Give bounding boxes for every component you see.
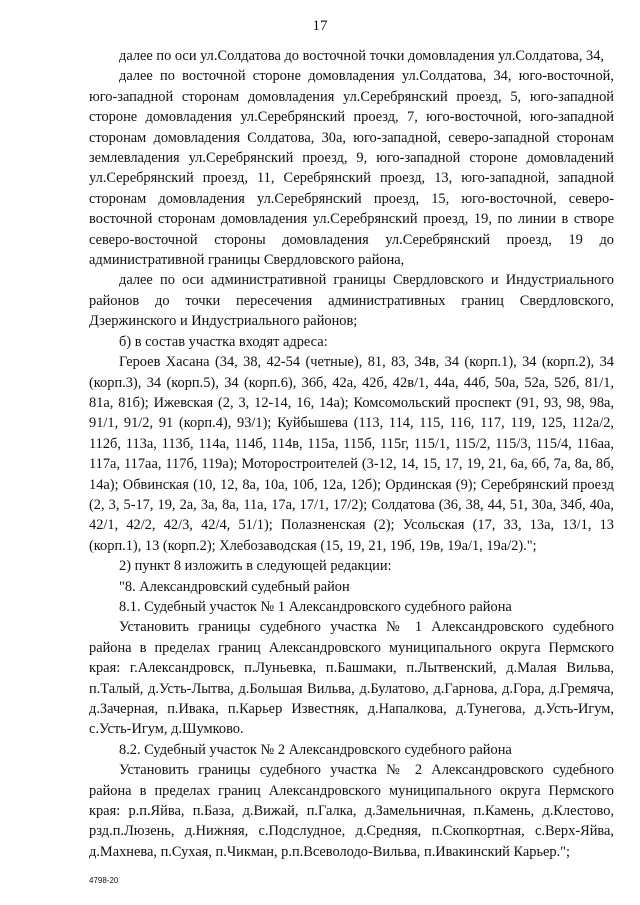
document-code: 4798-20 — [89, 876, 119, 885]
document-body — [89, 46, 614, 862]
paragraph: Установить границы судебного участка № 1 Александровского судебного района в пределах границ Александровского муниципального округа Пермского края: г.Александровск, п.Луньевка, п.Башмаки, п.Лытвенский, д.Малая Вильва, п.Талый, д.Усть-Лытва, д.Большая Вильва, д.Булатово, д.Гарнова, д.Гора, д.Гремяча, д.Зачерная, п.Ивака, п.Карьер Известняк, д.Напалкова, д.Тунегова, д.Усть-Игум, с.Усть-Игум, д.Шумково. — [89, 619, 614, 738]
paragraph: далее по оси ул.Солдатова до восточной точки домовладения ул.Солдатова, 34, — [119, 48, 605, 64]
page-number: 17 — [312, 18, 328, 34]
paragraph: далее по оси административной границы Свердловского и Индустриального районов до точки пересечения административных границ Свердловского, Дзержинского и Индустриального районов; — [89, 272, 614, 330]
paragraph: б) в состав участка входят адреса: — [119, 333, 328, 350]
paragraph: 2) пункт 8 изложить в следующей редакции: — [119, 558, 392, 575]
paragraph: Установить границы судебного участка № 2 Александровского судебного района в пределах границ Александровского муниципального округа Пермского края: р.п.Яйва, п.База, д.Вижай, п.Галка, д.Замельничная, п.Камень, д.Клестово, рзд.п.Люзень, д.Нижняя, с.Подслудное, д.Средняя, п.Скопкортная, с.Верх-Яйва, д.Махнева, п.Сухая, п.Чикман, р.п.Всеволодо-Вильва, п.Ивакинский Карьер."; — [89, 762, 614, 860]
section-heading: "8. Александровский судебный район — [119, 578, 350, 595]
subsection-heading: 8.1. Судебный участок № 1 Александровского судебного района — [119, 598, 512, 615]
paragraph: далее по восточной стороне домовладения ул.Солдатова, 34, юго-восточной, юго-западной сторонам домовладения ул.Серебрянский проезд, 5, юго-западной стороне домовладения ул.Серебрянский проезд, 7, юго-восточной, юго-западной сторонам домовладения Солдатова, 30а, юго-западной, северо-западной сторонам землевладения ул.Серебрянский проезд, 9, юго-западной стороне домовладений ул.Серебрянский проезд, 11, Серебрянский проезд, 13, юго-западной, западной сторонам домовладения ул.Серебрянский проезд, 15, юго-восточной, северо-восточной сторонам домовладения ул.Серебрянский проезд, 19, по линии в створе северо-восточной стороны домовладения ул.Серебрянский проезд, 19 до административной границы Свердловского района, — [89, 68, 614, 269]
paragraph: Героев Хасана (34, 38, 42-54 (четные), 81, 83, 34в, 34 (корп.1), 34 (корп.2), 34 (корп.3), 34 (корп.5), 34 (корп.6), 36б, 42а, 42б, 42в/1, 44а, 44б, 50а, 52а, 52б, 81/1, 81а, 81б); Ижевская (2, 3, 12-14, 16, 14а); Комсомольский проспект (91, 93, 98, 98а, 91/1, 91/2, 91 (корп.4), 93/1); Куйбышева (113, 114, 115, 116, 117, 119, 125, 112а/2, 112б, 113а, 113б, 114а, 114б, 114в, 115а, 115б, 115г, 115/1, 115/2, 115/3, 115/4, 116аа, 117а, 117аа, 117б, 119а); Моторостроителей (3-12, 14, 15, 17, 19, 21, 6а, 6б, 7а, 8а, 8б, 14а); Обвинская (10, 12, 8а, 10а, 10б, 12а, 12б); Ординская (9); Серебрянский проезд (2, 3, 5-17, 19, 2а, 3а, 8а, 11а, 17а, 17/1, 17/2); Солдатова (36, 38, 44, 51, 30а, 34б, 40а, 42/1, 42/2, 42/3, 42/4, 51/1); Полазненская (2); Усольская (17, 33, 13а, 13/1, 13 (корп.1), 13 (корп.2); Хлебозаводская (15, 19, 21, 19б, 19в, 19а/1, 19а/2)."; — [89, 354, 614, 554]
subsection-heading: 8.2. Судебный участок № 2 Александровского судебного района — [119, 741, 512, 758]
